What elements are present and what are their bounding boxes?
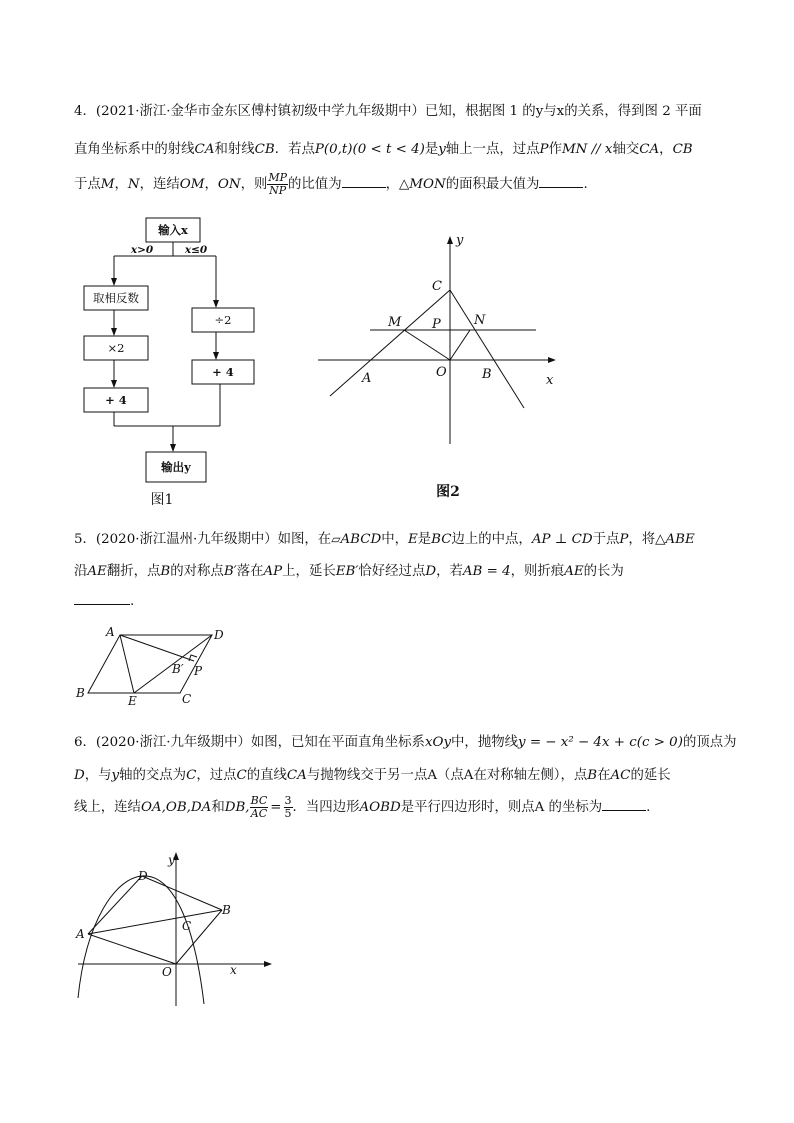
fig2-label-x: x [546, 373, 554, 388]
q4-cb-2: CB [672, 142, 693, 157]
fig2-label-n: N [474, 313, 486, 328]
q6-text-3b: ．当四边形 [292, 800, 360, 815]
q5-d: D [425, 564, 437, 579]
q6-xoy: xOy [424, 735, 452, 750]
q4-text-2d: 是 [424, 142, 439, 157]
q5-b: B [160, 564, 171, 579]
q4-om: OM [179, 177, 205, 192]
q4-fraction-mp-np [267, 172, 288, 197]
q5-abe: ABE [665, 532, 695, 547]
q4-line-2 [74, 138, 693, 157]
q6-text-2h: 的延长 [630, 768, 671, 783]
q4-m-var: M [100, 177, 115, 192]
fig5-label-p: P [194, 664, 203, 678]
q5-line-1 [74, 528, 695, 547]
q6-answer-blank[interactable] [602, 798, 646, 811]
q5-e: E [407, 532, 418, 547]
flowchart-figure-1 [70, 212, 310, 512]
fig5-label-a: A [106, 625, 115, 639]
q5-bc: BC [431, 532, 452, 547]
q5-parallelogram-figure [72, 625, 242, 705]
q6-ca: CA [286, 768, 307, 783]
fig2-label-o: O [436, 365, 447, 380]
q4-point-p-def: P(0,t)(0 < t < 4) [314, 142, 425, 157]
q6-frac-num: BC [250, 794, 268, 807]
flow-div2-text: ÷2 [214, 313, 232, 327]
q4-text-2c: ．若点 [274, 142, 315, 157]
q6-c: C [186, 768, 197, 783]
q5-ae-2: AE [564, 564, 584, 579]
q4-p-var: P [539, 142, 549, 157]
q6-c-2: C [236, 768, 247, 783]
q6-parabola-equation: y = − x² − 4x + c(c > 0) [518, 735, 683, 750]
q4-mn-parallel: MN // x [561, 142, 613, 157]
q6-parabola-figure [72, 850, 272, 1010]
fig6-label-a: A [76, 927, 85, 941]
q5-text-2c: 的对称点 [170, 564, 224, 579]
q5-text-2d: 落在 [236, 564, 264, 579]
q4-ray-cb: CB [254, 142, 275, 157]
q5-text-1g: ，将△ [628, 532, 666, 547]
q6-frac-den: AC [250, 807, 268, 820]
q5-text-2b: 翻折，点 [106, 564, 161, 579]
q4-n-var: N [127, 177, 140, 192]
fig6-label-d: D [138, 869, 148, 883]
q6-text-end: . [646, 800, 651, 815]
q4-triangle-mon: △MON [398, 177, 446, 192]
q5-text-2i: 的长为 [583, 564, 624, 579]
q4-text-3f: 的比值为 [288, 177, 342, 192]
q6-frac2-den: 5 [284, 807, 292, 820]
q5-text-2h: ，则折痕 [510, 564, 565, 579]
fig6-label-y: y [168, 853, 175, 867]
figure-2-caption: 图2 [436, 484, 460, 500]
q6-text-1a: 6．(2020·浙江·九年级期中）如图，已知在平面直角坐标系 [74, 735, 425, 750]
fig6-label-c: C [182, 919, 192, 933]
q5-text-1f: 于点 [592, 532, 620, 547]
flow-cond-left: x>0 [130, 244, 154, 256]
q5-text-2g: ，若 [436, 564, 463, 579]
segment-ap [120, 635, 194, 661]
q5-ebprime: EB′ [335, 564, 359, 579]
fig6-parabola [78, 876, 204, 1004]
fig2-ray-ca [330, 290, 450, 396]
q6-text-3a: 线上，连结 [74, 800, 141, 815]
q4-answer-blank-2[interactable] [539, 175, 583, 188]
q5-text-1a: 5．(2020·浙江温州·九年级期中）如图，在 [74, 532, 332, 547]
q6-text-2c: ，过点 [196, 768, 237, 783]
q4-text-3g: ， [385, 177, 399, 192]
q5-text-1d: 边上的中点， [451, 532, 532, 547]
q4-text-2e: 轴上一点，过点 [445, 142, 540, 157]
q6-fraction-3-5 [284, 795, 293, 820]
fig6-label-o: O [162, 965, 172, 979]
q6-line-2 [74, 764, 671, 783]
q6-segment-list: OA,OB,DA [140, 800, 212, 815]
q4-text-3a: 于点 [74, 177, 101, 192]
q6-text-3c: 是平行四边形时，则点A 的坐标为 [400, 800, 603, 815]
q5-abcd: ABCD [340, 532, 382, 547]
q6-text-2a: ，与 [84, 768, 112, 783]
q6-text-2g: 在 [597, 768, 611, 783]
fig6-segment-oa [88, 934, 176, 964]
q5-text-2f: 恰好经过点 [358, 564, 426, 579]
q6-text-2b: 轴的交点为 [119, 768, 187, 783]
q6-db: DB, [224, 800, 250, 815]
q4-ray-ca: CA [194, 142, 215, 157]
q6-text-2e: 的直线 [246, 768, 287, 783]
fig2-ray-cb [450, 290, 524, 408]
q5-p: P [619, 532, 629, 547]
q4-answer-blank-1[interactable] [342, 175, 386, 188]
q6-line-1 [74, 731, 737, 750]
q5-text-1b: 中， [381, 532, 408, 547]
q5-bprime: B′ [223, 564, 237, 579]
q5-text-end: . [130, 594, 135, 609]
fig2-label-a: A [362, 371, 372, 386]
q4-text-2g: 轴交 [612, 142, 640, 157]
q5-text-2a: 沿 [74, 564, 88, 579]
fig2-label-b: B [482, 367, 492, 382]
q6-ac: AC [610, 768, 631, 783]
q5-ap: AP [263, 564, 283, 579]
fig2-segment-on [450, 330, 470, 360]
q6-fraction-bc-ac [250, 795, 269, 820]
q6-text-2f: 与抛物线交于另一点A（点A在对称轴左侧），点 [306, 768, 588, 783]
q4-text-2a: 直角坐标系中的射线 [74, 142, 195, 157]
q6-line-3 [74, 795, 650, 820]
fig2-label-y: y [456, 233, 464, 248]
q5-ae: AE [87, 564, 107, 579]
segment-ae [120, 635, 134, 693]
fig5-label-d: D [214, 628, 224, 642]
q4-on: ON [217, 177, 241, 192]
q4-text-2h: ， [659, 142, 673, 157]
q5-line-2 [74, 560, 624, 579]
q5-text-2e: 上，延长 [282, 564, 336, 579]
fig6-segment-db [142, 876, 222, 910]
flow-plus4-right-text: + 4 [212, 365, 234, 379]
q4-frac-den: NP [269, 184, 287, 197]
q4-text-3h: 的面积最大值为 [445, 177, 540, 192]
fig5-label-c: C [182, 692, 192, 705]
fig2-label-p: P [432, 317, 441, 332]
fig6-label-x: x [230, 963, 237, 977]
q6-y: y [111, 768, 120, 783]
q4-y-var: y [438, 142, 446, 157]
flow-plus4-left-text: + 4 [105, 393, 127, 407]
flow-negate-text: 取相反数 [93, 291, 139, 305]
q6-d: D [74, 768, 85, 783]
q4-text-3e: ，则 [240, 177, 268, 192]
q5-answer-blank[interactable] [74, 592, 130, 605]
q4-text-1: 4．(2021·浙江·金华市金东区傅村镇初级中学九年级期中）已知，根据图 1 的y与x的关系，得到图 2 平面 [74, 104, 702, 119]
fig5-label-e: E [128, 694, 137, 705]
q4-ca-2: CA [639, 142, 660, 157]
q6-frac-eq: = [270, 800, 282, 815]
q4-text-3c: ，连结 [139, 177, 180, 192]
flow-input-text: 输入x [158, 223, 188, 237]
q5-ab-eq: AB = 4 [462, 564, 511, 579]
fig5-label-b: B [76, 686, 85, 700]
q6-aobd: AOBD [359, 800, 401, 815]
q4-text-3d: ， [204, 177, 218, 192]
q4-text-2b: 和射线 [214, 142, 255, 157]
flow-times2-text: ×2 [107, 341, 125, 355]
q4-line-3 [74, 172, 588, 197]
q4-line-1 [74, 100, 702, 119]
q6-b: B [587, 768, 598, 783]
q5-ap-perp-cd: AP ⊥ CD [531, 532, 593, 547]
q6-frac2-num: 3 [284, 794, 292, 807]
q4-text-2f: 作 [548, 142, 562, 157]
figure-1-caption: 图1 [150, 492, 174, 508]
fig6-line-acb [88, 910, 222, 934]
q6-text-1c: 的顶点为 [682, 735, 737, 750]
q4-text-3b: ， [114, 177, 128, 192]
fig6-label-b: B [222, 903, 231, 917]
q4-text-end: . [583, 177, 588, 192]
parallelogram-symbol: ▱ [331, 532, 341, 546]
flow-cond-right: x≤0 [184, 244, 208, 256]
coordinate-figure-2 [312, 232, 562, 502]
fig5-label-bprime: B′ [172, 662, 184, 676]
q5-line-3 [74, 592, 134, 609]
fig2-segment-om [404, 330, 450, 360]
q6-text-and: 和 [211, 800, 225, 815]
q6-text-1b: 中，抛物线 [451, 735, 518, 750]
fig2-label-m: M [388, 315, 402, 330]
fig2-label-c: C [432, 279, 442, 294]
flow-output-text: 输出y [161, 460, 191, 474]
q4-frac-num: MP [268, 171, 288, 184]
q5-text-1c: 是 [417, 532, 432, 547]
